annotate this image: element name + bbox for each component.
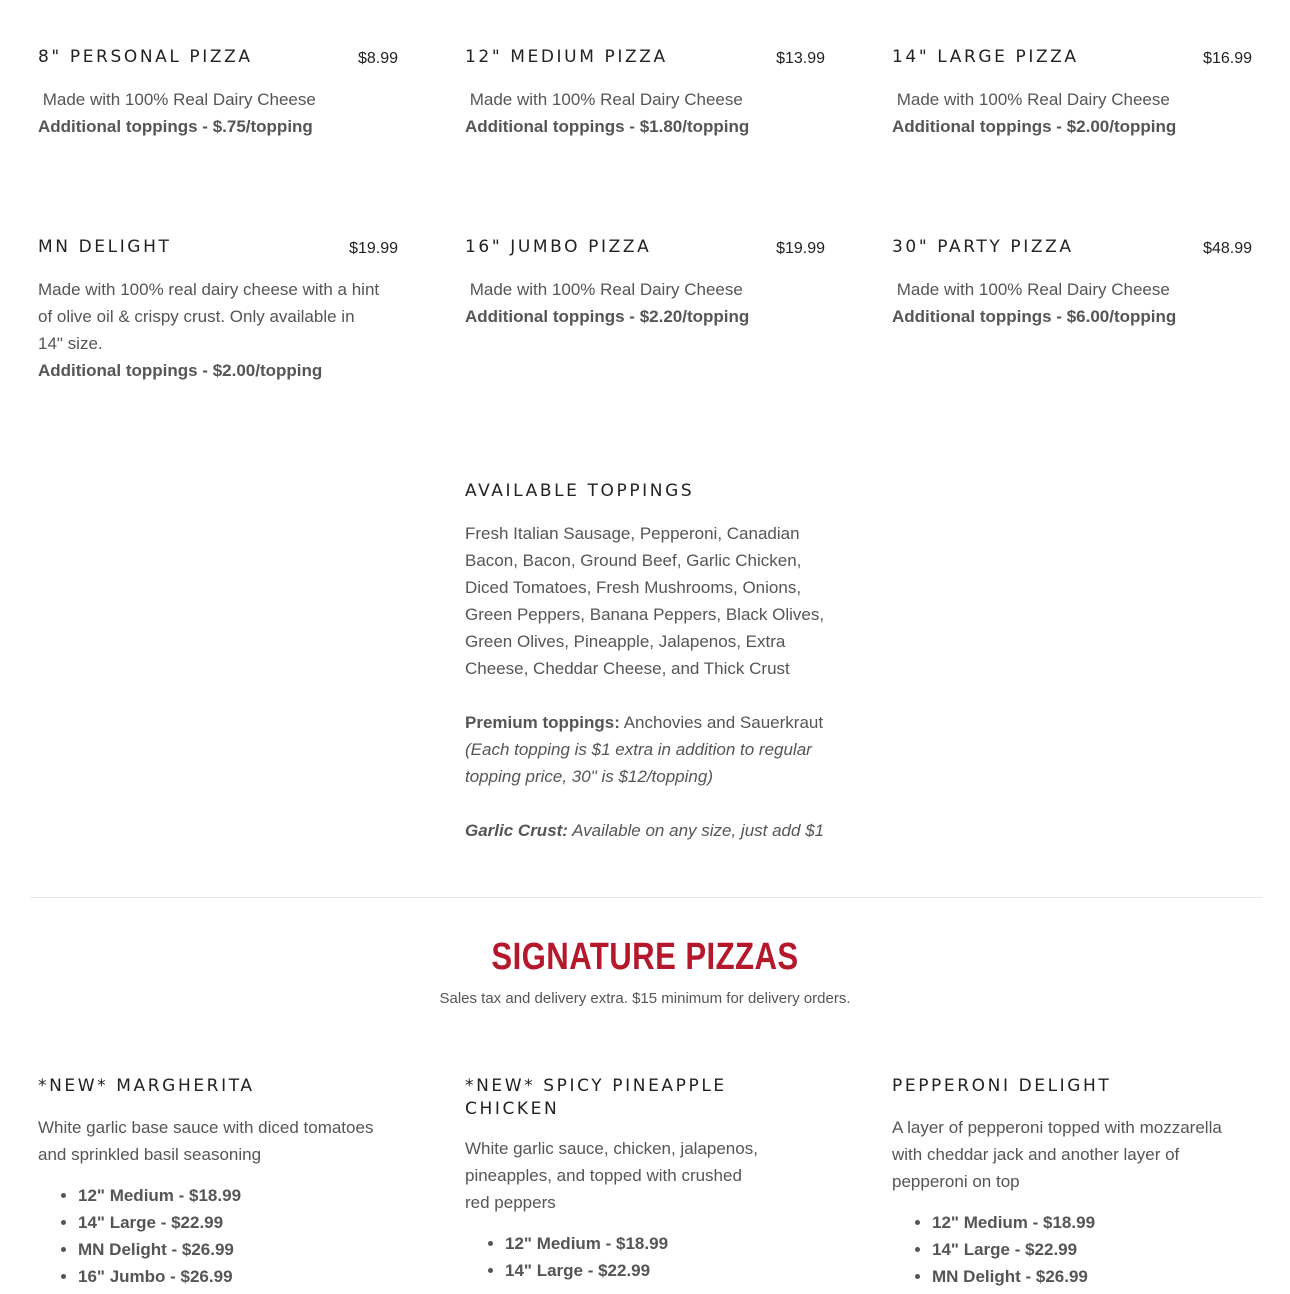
item-price: $13.99 xyxy=(776,50,825,67)
signature-item-pepperoni-delight xyxy=(892,1075,1232,1290)
item-description: Made with 100% real dairy cheese with a hint of olive oil & crispy crust. Only available in 14" size. xyxy=(38,280,380,353)
price-list-item: • 14" Large - $22.99 xyxy=(932,1236,1232,1263)
item-description: Made with 100% Real Dairy Cheese xyxy=(892,90,1170,109)
price-list xyxy=(465,1230,765,1284)
item-title: PEPPERONI DELIGHT xyxy=(892,1076,1112,1096)
signature-pizzas-subtitle: Sales tax and delivery extra. $15 minimum for delivery orders. xyxy=(439,990,851,1007)
signature-item-spicy-pineapple-chicken xyxy=(465,1075,765,1284)
item-title: 30" PARTY PIZZA xyxy=(892,237,1074,257)
item-title: 12" MEDIUM PIZZA xyxy=(465,47,668,67)
item-price: $19.99 xyxy=(349,240,398,257)
item-description: A layer of pepperoni topped with mozzarella with cheddar jack and another layer of pepperoni on top xyxy=(892,1118,1222,1191)
premium-toppings xyxy=(465,709,825,736)
item-description: White garlic sauce, chicken, jalapenos, pineapples, and topped with crushed red peppers xyxy=(465,1139,758,1212)
price-list-item: • 16" Jumbo - $26.99 xyxy=(78,1263,378,1290)
item-toppings-price: Additional toppings - $6.00/topping xyxy=(892,307,1177,326)
garlic-crust xyxy=(465,817,825,844)
item-toppings-price: Additional toppings - $2.00/topping xyxy=(38,361,323,380)
toppings-list: Fresh Italian Sausage, Pepperoni, Canadian Bacon, Bacon, Ground Beef, Garlic Chicken, Diced Tomatoes, Fresh Mushrooms, Onions, Green Peppers, Banana Peppers, Black Olives, Green Olives, Pineapple, Jalapenos, Extra Cheese, Cheddar Cheese, and Thick Crust xyxy=(465,524,825,678)
premium-toppings-note: (Each topping is $1 extra in addition to regular topping price, 30" is $12/topping) xyxy=(465,740,812,786)
price-list xyxy=(38,1182,378,1290)
item-title: MN DELIGHT xyxy=(38,237,172,257)
item-toppings-price: Additional toppings - $2.20/topping xyxy=(465,307,750,326)
menu-item-party-pizza xyxy=(892,236,1252,330)
item-description: White garlic base sauce with diced tomatoes and sprinkled basil seasoning xyxy=(38,1118,374,1164)
item-title: 8" PERSONAL PIZZA xyxy=(38,47,253,67)
item-description: Made with 100% Real Dairy Cheese xyxy=(465,90,743,109)
menu-item-medium-pizza xyxy=(465,46,825,140)
item-description: Made with 100% Real Dairy Cheese xyxy=(38,90,316,109)
item-price: $8.99 xyxy=(357,50,398,67)
item-description: Made with 100% Real Dairy Cheese xyxy=(892,280,1170,299)
price-list xyxy=(892,1209,1232,1290)
garlic-crust-label: Garlic Crust: xyxy=(465,821,568,840)
available-toppings-section xyxy=(465,480,825,844)
menu-item-personal-pizza xyxy=(38,46,398,140)
premium-toppings-label: Premium toppings: xyxy=(465,713,620,732)
menu-item-large-pizza xyxy=(892,46,1252,140)
item-toppings-price: Additional toppings - $.75/topping xyxy=(38,117,313,136)
price-list-item: • MN Delight - $26.99 xyxy=(932,1263,1232,1290)
price-list-item: • 12" Medium - $18.99 xyxy=(932,1209,1232,1236)
section-divider xyxy=(30,897,1262,898)
item-title: *NEW* MARGHERITA xyxy=(38,1076,255,1096)
item-price: $16.99 xyxy=(1203,50,1252,67)
item-price: $19.99 xyxy=(776,240,825,257)
item-title: *NEW* SPICY PINEAPPLE CHICKEN xyxy=(465,1076,727,1119)
price-list-item: • 14" Large - $22.99 xyxy=(78,1209,378,1236)
price-list-item: • 12" Medium - $18.99 xyxy=(505,1230,765,1257)
item-toppings-price: Additional toppings - $1.80/topping xyxy=(465,117,750,136)
garlic-crust-text: Available on any size, just add $1 xyxy=(567,821,825,840)
item-title: 16" JUMBO PIZZA xyxy=(465,237,652,257)
price-list-item: • 12" Medium - $18.99 xyxy=(78,1182,378,1209)
price-list-item: • 14" Large - $22.99 xyxy=(505,1257,765,1284)
signature-pizzas-heading: SIGNATURE PIZZAS xyxy=(491,936,799,978)
toppings-title: AVAILABLE TOPPINGS xyxy=(465,481,695,501)
item-toppings-price: Additional toppings - $2.00/topping xyxy=(892,117,1177,136)
price-list-item: • MN Delight - $26.99 xyxy=(78,1236,378,1263)
item-description: Made with 100% Real Dairy Cheese xyxy=(465,280,743,299)
item-title: 14" LARGE PIZZA xyxy=(892,47,1079,67)
premium-toppings-text: Anchovies and Sauerkraut xyxy=(619,713,824,732)
item-price: $48.99 xyxy=(1203,240,1252,257)
menu-item-jumbo-pizza xyxy=(465,236,825,330)
signature-item-margherita xyxy=(38,1075,378,1290)
menu-item-mn-delight xyxy=(38,236,398,384)
